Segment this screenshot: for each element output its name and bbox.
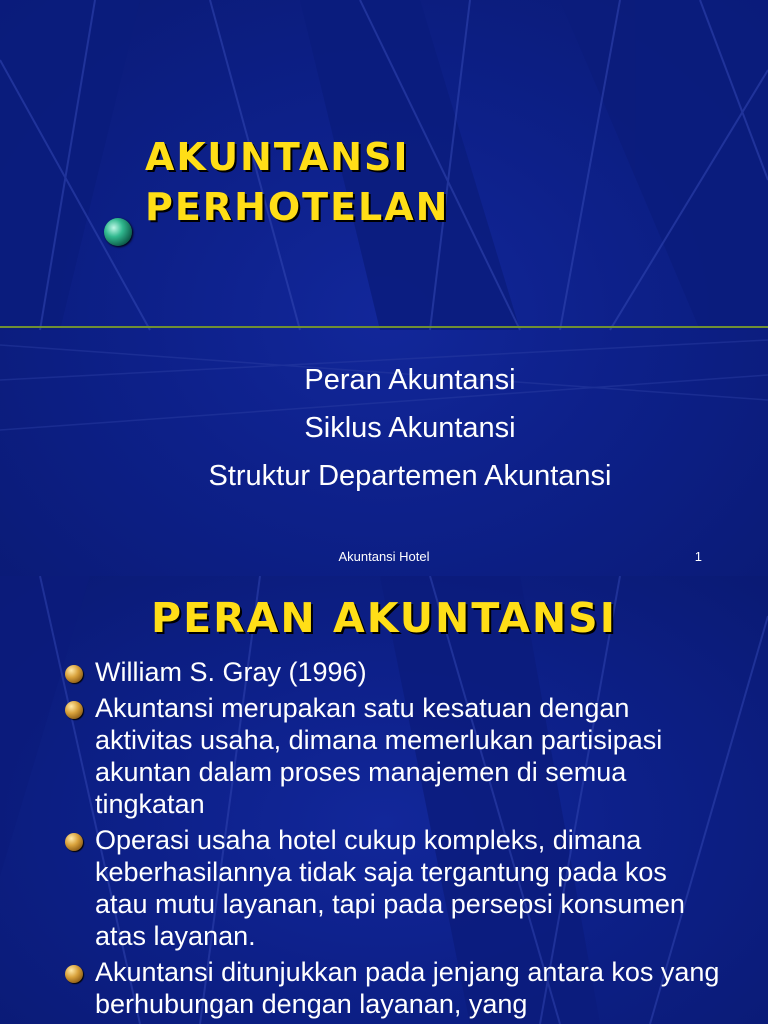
slide-title: PERAN AKUNTANSI bbox=[151, 594, 617, 642]
subtitle-item: Peran Akuntansi bbox=[304, 364, 516, 396]
divider-line bbox=[0, 326, 768, 328]
bullet-item bbox=[62, 824, 722, 952]
slide-footer: Akuntansi Hotel bbox=[338, 549, 430, 564]
bullet-item bbox=[62, 692, 722, 820]
subtitle-list bbox=[0, 356, 768, 500]
title-line-1: AKUNTANSI bbox=[145, 135, 410, 179]
gold-ball-bullet-icon bbox=[65, 701, 83, 719]
subtitle-item: Struktur Departemen Akuntansi bbox=[208, 460, 612, 492]
gold-ball-bullet-icon bbox=[65, 665, 83, 683]
gold-ball-bullet-icon bbox=[65, 965, 83, 983]
bullet-item bbox=[62, 956, 722, 1020]
gold-ball-bullet-icon bbox=[65, 833, 83, 851]
title-line-2: PERHOTELAN bbox=[145, 185, 450, 229]
bullet-text: William S. Gray (1996) bbox=[95, 657, 367, 687]
page-number: 1 bbox=[694, 549, 702, 564]
bullet-text: Akuntansi ditunjukkan pada jenjang antara kos yang berhubungan dengan layanan, yang bbox=[95, 957, 720, 1019]
bullet-list bbox=[62, 656, 722, 1024]
bullet-text: Operasi usaha hotel cukup kompleks, dimana keberhasilannya tidak saja tergantung pada kos atau mutu layanan, tapi pada persepsi konsumen atas layanan. bbox=[95, 825, 685, 951]
slide-2 bbox=[0, 576, 768, 1024]
bullet-item bbox=[62, 656, 722, 688]
sphere-icon bbox=[104, 218, 132, 246]
slide-title bbox=[145, 132, 449, 232]
subtitle-item: Siklus Akuntansi bbox=[304, 412, 516, 444]
bullet-text: Akuntansi merupakan satu kesatuan dengan aktivitas usaha, dimana memerlukan partisipasi akuntan dalam proses manajemen di semua tingkatan bbox=[95, 693, 663, 819]
